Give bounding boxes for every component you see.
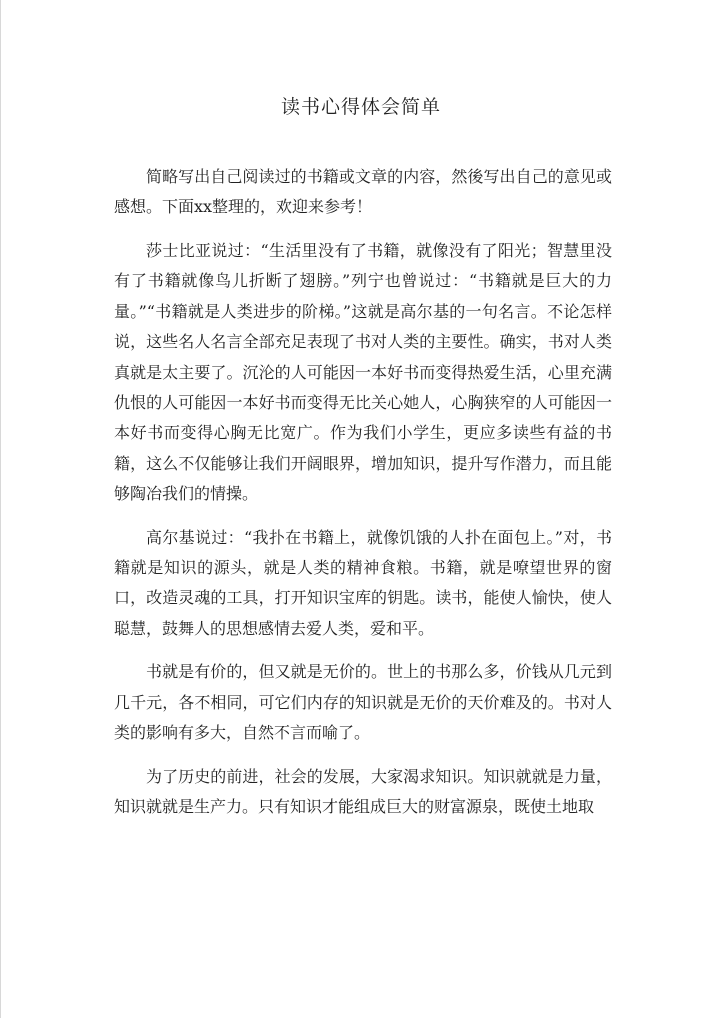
document-body <box>114 162 612 836</box>
paragraph-gorky-quote: 高尔基说过：“我扑在书籍上，就像饥饿的人扑在面包上。”对，书籍就是知识的源头，就是人类的精神食粮。书籍，就是嘹望世界的窗口，改造灵魂的工具，打开知识宝库的钥匙。读书，能使人愉快，使人聪慧，鼓舞人的思想感情去爱人类，爱和平。 <box>114 527 612 638</box>
paragraph-knowledge: 为了历史的前进，社会的发展，大家渴求知识。知识就就是力量，知识就就是生产力。只有知识才能组成巨大的财富源泉，既使土地取 <box>114 766 612 817</box>
paragraph-book-value: 书就是有价的，但又就是无价的。世上的书那么多，价钱从几元到几千元，各不相同，可它们内存的知识就是无价的天价难及的。书对人类的影响有多大，自然不言而喻了。 <box>114 662 612 743</box>
paragraph-intro: 简略写出自己阅读过的书籍或文章的内容，然後写出自己的意见或感想。下面xx整理的，欢迎来参考！ <box>114 167 612 217</box>
document-title: 读书心得体会简单 <box>280 96 441 118</box>
paragraph-shakespeare-quote: 莎士比亚说过：“生活里没有了书籍，就像没有了阳光；智慧里没有了书籍就像鸟儿折断了翅膀。”列宁也曾说过：“书籍就是巨大的力量。”“书籍就是人类进步的阶梯。”这就是高尔基的一句名言。不论怎样说，这些名人名言全部充足表现了书对人类的主要性。确实，书对人类真就是太主要了。沉沦的人可能因一本好书而变得热爱生活，心里充满仇恨的人可能因一本好书而变得无比关心她人，心胸狭窄的人可能因一本好书而变得心胸无比宽广。作为我们小学生，更应多读些有益的书籍，这么不仅能够让我们开阔眼界，增加知识，提升写作潜力，而且能够陶冶我们的情操。 <box>114 240 612 504</box>
